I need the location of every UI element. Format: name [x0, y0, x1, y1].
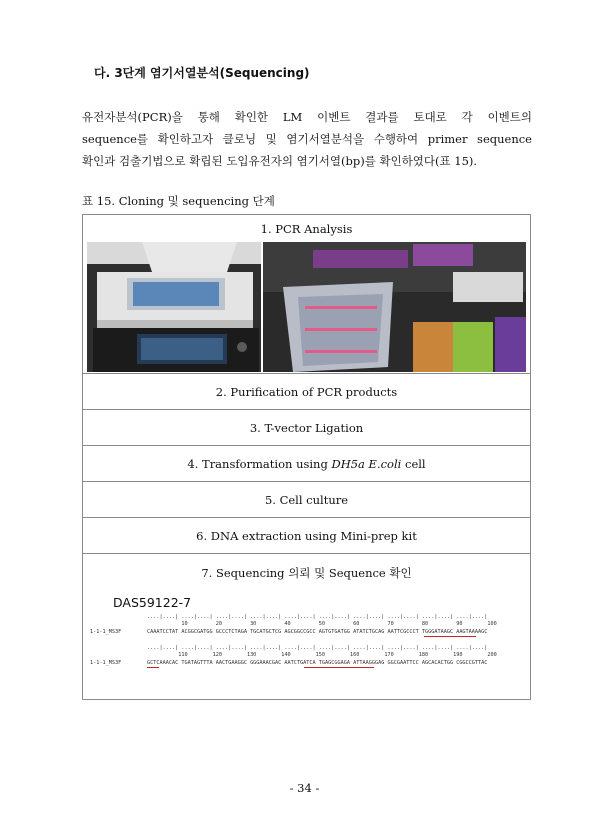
primer-underline: [424, 636, 476, 637]
step-label: 6. DNA extraction using Mini-prep kit: [196, 528, 417, 543]
sample-name: 1-1-1_MS3F: [90, 629, 122, 635]
pcr-photos: [83, 242, 530, 372]
step-purification: [83, 374, 531, 410]
step-dna-extraction: [83, 518, 531, 554]
step-label: 5. Cell culture: [264, 492, 349, 507]
gel-electrophoresis-photo: [263, 242, 526, 372]
body-paragraph: [82, 106, 532, 172]
step-label: 3. T-vector Ligation: [249, 420, 364, 435]
sequence-text: CAAATCCTAT ACGGCGATGG GCCCTCTAGA TGCATGCTCG AGCGGCCGCC AGTGTGATGG ATATCTGCAG AATTCGCCCT TGGGATAAGC AAGTAAAAGC: [147, 629, 488, 635]
paragraph-line: 유전자분석(PCR)을 통해 확인한 LM 이벤트 결과를 토대로 각 이벤트의: [82, 110, 532, 124]
step-label: 2. Purification of PCR products: [215, 384, 398, 399]
gel-lab-image: [263, 242, 526, 372]
step-ligation: [83, 410, 531, 446]
sequence-alignment-figure: [83, 581, 530, 689]
step-pcr-analysis: [83, 215, 531, 374]
step-label-prefix: 4. Transformation using: [187, 456, 332, 471]
table-caption: 표 15. Cloning 및 sequencing 단계: [82, 194, 275, 208]
pcr-machine-image: [87, 242, 261, 372]
section-heading: 다. 3단계 염기서열분석(Sequencing): [94, 66, 310, 80]
ruler: ....|....| ....|....| ....|....| ....|....| ....|....| ....|....| ....|....| ....|....| ....|....| ....|....|: [147, 614, 488, 620]
step-sequencing: [83, 554, 531, 700]
cloning-steps-table: [82, 214, 531, 700]
paragraph-line: sequence를 확인하고자 클로닝 및 염기서열분석을 수행하여 primer sequence: [82, 132, 532, 146]
step-transformation: [83, 446, 531, 482]
step-label: 1. PCR Analysis: [260, 222, 353, 236]
step-label-suffix: cell: [401, 456, 426, 471]
step-label-strain: DH5a E.coli: [331, 456, 402, 471]
sample-name: 1-1-1_MS3F: [90, 660, 122, 666]
step-label: 7. Sequencing 의뢰 및 Sequence 확인: [201, 566, 412, 580]
ruler: ....|....| ....|....| ....|....| ....|....| ....|....| ....|....| ....|....| ....|....| ....|....| ....|....|: [147, 645, 488, 651]
page-number: - 34 -: [289, 781, 320, 795]
step-cell-culture: [83, 482, 531, 518]
position-numbers: 110 120 130 140 150 160 170 180 190 200: [147, 652, 497, 658]
position-numbers: 10 20 30 40 50 60 70 80 90 100: [147, 621, 497, 627]
primer-underline: [147, 667, 159, 668]
sequence-text: GCTCAAACAC TGATAGTTTA AACTGAAGGC GGGAAACGAC AATCTGATCA TGAGCGGAGA ATTAAGGGAG GGCGAATTCC AGCACACTGG CGGCCGTTAC: [147, 660, 488, 666]
sequence-id: DAS59122-7: [113, 595, 192, 610]
paragraph-line: 확인과 검출기법으로 확립된 도입유전자의 염기서열(bp)를 확인하였다(표 15).: [82, 154, 478, 168]
primer-underline: [304, 667, 374, 668]
pcr-machine-photo: [87, 242, 261, 372]
